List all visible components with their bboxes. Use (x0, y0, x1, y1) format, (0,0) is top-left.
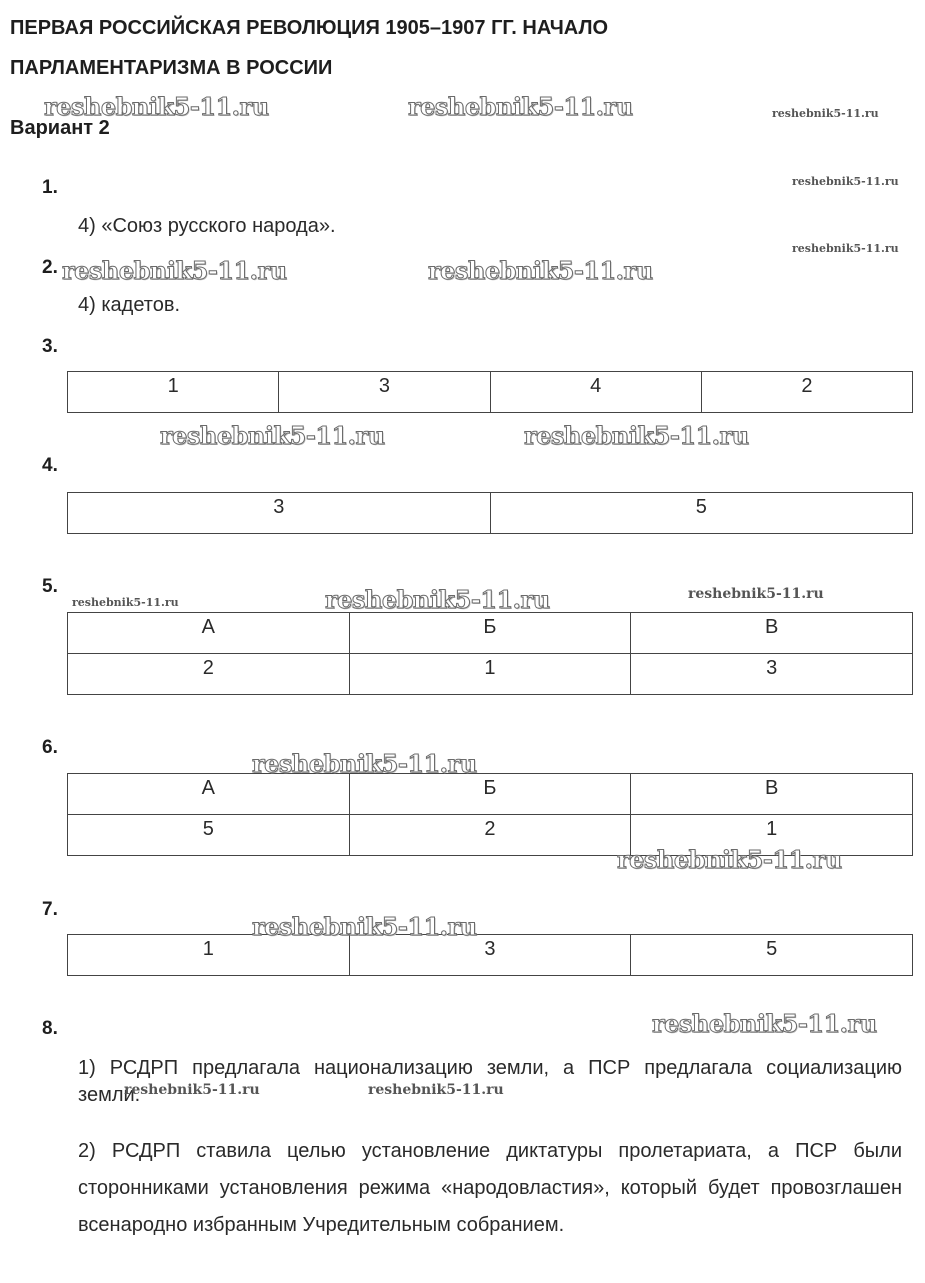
table-row (68, 935, 913, 976)
table-header-cell: Б (349, 613, 631, 654)
question-8-paragraph-1: 1) РСДРП предлагала национализацию земли, а ПСР предлагала социализацию земли. (78, 1057, 902, 1106)
watermark-text: reshebnik5-11.ru (617, 845, 842, 874)
question-5-number: 5. (42, 576, 58, 597)
watermark-text: reshebnik5-11.ru (792, 175, 899, 188)
table-cell: 3 (349, 935, 631, 976)
table-cell: 1 (631, 815, 913, 856)
table-cell: 5 (490, 493, 913, 534)
variant-label: Вариант 2 (10, 117, 110, 139)
question-3-answer-table (67, 371, 913, 413)
question-8-paragraph-2: 2) РСДРП ставила целью установление диктатуры пролетариата, а ПСР были сторонниками установления режима «народовластия», который будет провозглашен всенародно избранным Учредительным собранием. (78, 1140, 902, 1236)
watermark-text: reshebnik5-11.ru (792, 242, 899, 255)
watermark-text: reshebnik5-11.ru (772, 107, 879, 120)
question-6-answer-table (67, 773, 913, 856)
table-cell: 2 (349, 815, 631, 856)
watermark-text: reshebnik5-11.ru (428, 256, 653, 285)
question-6-number: 6. (42, 737, 58, 758)
table-cell: 2 (68, 654, 350, 695)
table-row (68, 654, 913, 695)
table-cell: 5 (631, 935, 913, 976)
page-title (10, 8, 890, 88)
watermark-text: reshebnik5-11.ru (252, 912, 477, 941)
table-cell: 2 (701, 372, 912, 413)
watermark-text: reshebnik5-11.ru (524, 421, 749, 450)
table-cell: 3 (68, 493, 491, 534)
table-header-cell: Б (349, 774, 631, 815)
watermark-text: reshebnik5-11.ru (72, 596, 179, 609)
question-2-answer: 4) кадетов. (78, 294, 181, 316)
watermark-text: reshebnik5-11.ru (688, 586, 824, 602)
table-header-cell: В (631, 774, 913, 815)
table-row (68, 493, 913, 534)
watermark-text: reshebnik5-11.ru (408, 92, 633, 121)
table-cell: 3 (631, 654, 913, 695)
table-cell: 3 (279, 372, 490, 413)
table-row (68, 372, 913, 413)
question-4-number: 4. (42, 455, 58, 476)
table-header-cell: А (68, 774, 350, 815)
watermark-text: reshebnik5-11.ru (44, 92, 269, 121)
table-cell: 4 (490, 372, 701, 413)
question-7-number: 7. (42, 899, 58, 920)
watermark-text: reshebnik5-11.ru (62, 256, 287, 285)
question-2-number: 2. (42, 257, 58, 278)
table-cell: 1 (68, 935, 350, 976)
question-8-number: 8. (42, 1018, 58, 1039)
table-header-row (68, 774, 913, 815)
watermark-text: reshebnik5-11.ru (252, 749, 477, 778)
question-4-answer-table (67, 492, 913, 534)
question-7-answer-table (67, 934, 913, 976)
page-title-line-2: ПАРЛАМЕНТАРИЗМА В РОССИИ (10, 57, 333, 79)
table-cell: 1 (349, 654, 631, 695)
question-1-number: 1. (42, 177, 58, 198)
page-title-line-1: ПЕРВАЯ РОССИЙСКАЯ РЕВОЛЮЦИЯ 1905–1907 ГГ. НАЧАЛО (10, 17, 609, 39)
table-header-row (68, 613, 913, 654)
table-cell: 1 (68, 372, 279, 413)
watermark-text: reshebnik5-11.ru (652, 1009, 877, 1038)
question-1-answer: 4) «Союз русского народа». (78, 215, 336, 237)
watermark-text: reshebnik5-11.ru (124, 1082, 260, 1098)
table-header-cell: В (631, 613, 913, 654)
table-header-cell: А (68, 613, 350, 654)
question-5-answer-table (67, 612, 913, 695)
watermark-text: reshebnik5-11.ru (325, 585, 550, 614)
question-3-number: 3. (42, 336, 58, 357)
watermark-text: reshebnik5-11.ru (160, 421, 385, 450)
watermark-text: reshebnik5-11.ru (368, 1082, 504, 1098)
table-cell: 5 (68, 815, 350, 856)
